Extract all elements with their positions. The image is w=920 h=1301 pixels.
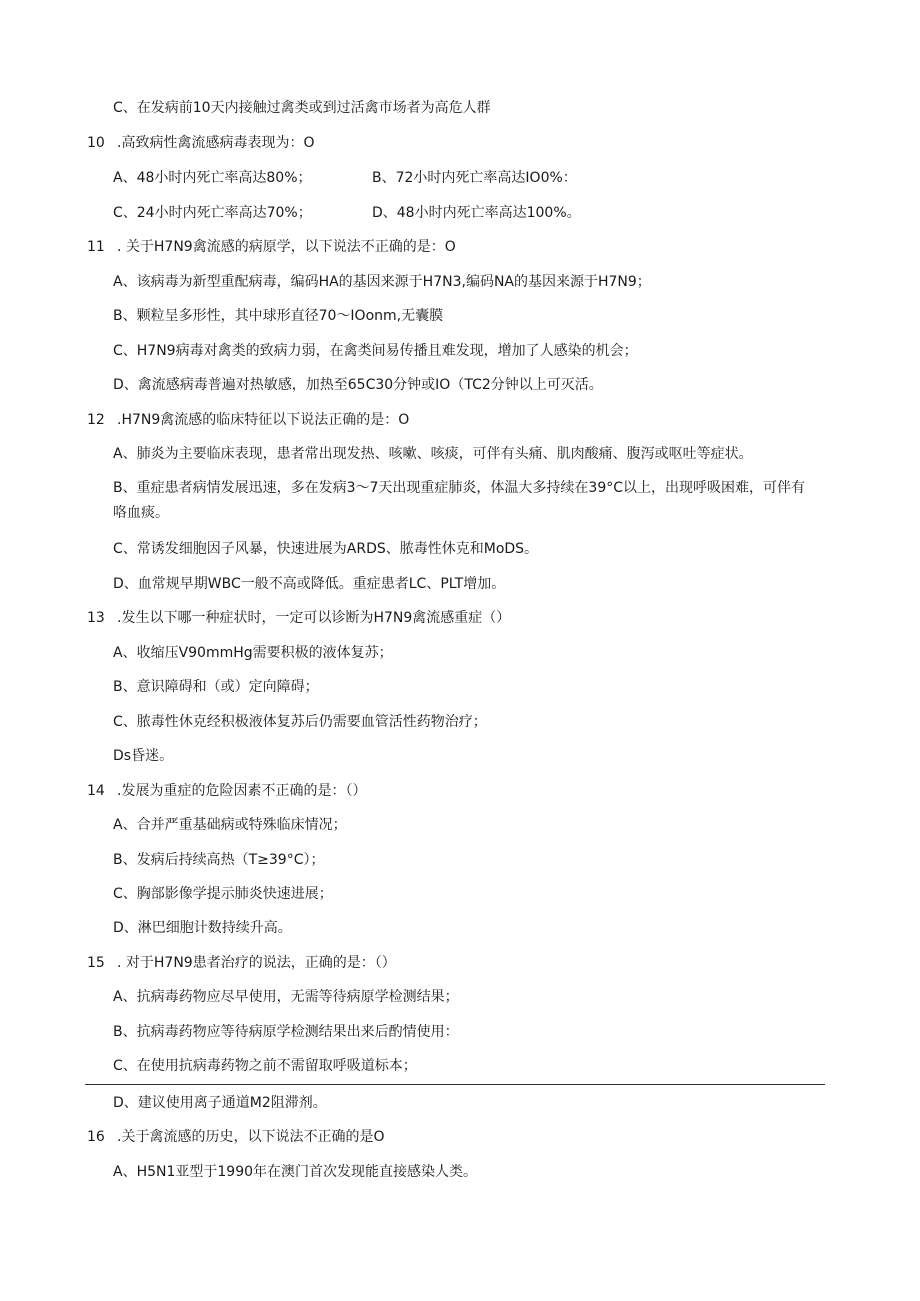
question-number: 12	[87, 412, 105, 428]
question-number: 14	[87, 783, 105, 799]
option-c: C、24小时内死亡率高达70%；	[113, 205, 312, 221]
option-d: D、48小时内死亡率高达100%。	[372, 205, 581, 221]
option-b: B、抗病毒药物应等待病原学检测结果出来后酌情使用：	[113, 1024, 459, 1040]
question-stem: .发展为重症的危险因素不正确的是：（）	[117, 783, 367, 799]
question-stem: . 对于H7N9患者治疗的说法，正确的是：（）	[117, 955, 396, 971]
option-a: A、合并严重基础病或特殊临床情况；	[113, 817, 347, 833]
option-d: D、淋巴细胞计数持续升高。	[113, 920, 292, 936]
question-stem: .关于禽流感的历史，以下说法不正确的是O	[117, 1129, 385, 1145]
question-15	[87, 953, 396, 973]
option-b: B、发病后持续高热（T≥39°C）；	[113, 852, 325, 868]
question-number: 11	[87, 239, 105, 255]
question-stem: .高致病性禽流感病毒表现为：O	[117, 135, 315, 151]
option-d: D、血常规早期WBC一般不高或降低。重症患者LC、PLT增加。	[113, 576, 506, 592]
question-10	[87, 133, 314, 153]
option-line: C、在发病前10天内接触过禽类或到过活禽市场者为高危人群	[113, 100, 491, 116]
option-a: A、该病毒为新型重配病毒，编码HA的基因来源于H7N3,编码NA的基因来源于H7N9；	[113, 274, 651, 290]
option-c: C、脓毒性休克经积极液体复苏后仍需要血管活性药物治疗；	[113, 714, 487, 730]
option-a: A、抗病毒药物应尽早使用，无需等待病原学检测结果；	[113, 989, 459, 1005]
option-d: D、建议使用离子通道M2阻滞剂。	[113, 1095, 327, 1111]
option-a: A、肺炎为主要临床表现，患者常出现发热、咳嗽、咳痰，可伴有头痛、肌肉酸痛、腹泻或呕吐等症状。	[113, 446, 753, 462]
horizontal-divider	[85, 1084, 825, 1085]
question-14	[87, 781, 366, 801]
option-b: B、重症患者病情发展迅速，多在发病3～7天出现重症肺炎，体温大多持续在39°C以上，出现呼吸困难，可伴有咯血痰。	[113, 480, 806, 521]
option-a: A、收缩压V90mmHg需要积极的液体复苏；	[113, 645, 393, 661]
option-d: Ds昏迷。	[113, 748, 174, 764]
question-stem: .H7N9禽流感的临床特征以下说法正确的是：O	[117, 412, 410, 428]
option-b: B、72小时内死亡率高达IO0%：	[372, 170, 577, 186]
question-12	[87, 410, 409, 430]
question-stem: . 关于H7N9禽流感的病原学，以下说法不正确的是：O	[117, 239, 456, 255]
option-c: C、常诱发细胞因子风暴，快速进展为ARDS、脓毒性休克和MoDS。	[113, 541, 539, 557]
question-stem: .发生以下哪一种症状时，一定可以诊断为H7N9禽流感重症（）	[117, 610, 511, 626]
question-number: 15	[87, 955, 105, 971]
option-c: C、H7N9病毒对禽类的致病力弱，在禽类间易传播且难发现，增加了人感染的机会；	[113, 343, 638, 359]
question-number: 13	[87, 610, 105, 626]
question-number: 10	[87, 135, 105, 151]
option-a: A、H5N1亚型于1990年在澳门首次发现能直接感染人类。	[113, 1164, 478, 1180]
option-b: B、颗粒呈多形性，其中球形直径70～IOonm,无囊膜	[113, 308, 444, 324]
question-16	[87, 1127, 384, 1147]
option-a: A、48小时内死亡率高达80%；	[113, 170, 312, 186]
question-number: 16	[87, 1129, 105, 1145]
option-d: D、禽流感病毒普遍对热敏感，加热至65C30分钟或IO（TC2分钟以上可灭活。	[113, 377, 603, 393]
question-13	[87, 608, 510, 628]
option-c: C、在使用抗病毒药物之前不需留取呼吸道标本；	[113, 1058, 417, 1074]
question-11	[87, 237, 456, 257]
option-c: C、胸部影像学提示肺炎快速进展；	[113, 886, 333, 902]
option-b: B、意识障碍和（或）定向障碍；	[113, 679, 319, 695]
